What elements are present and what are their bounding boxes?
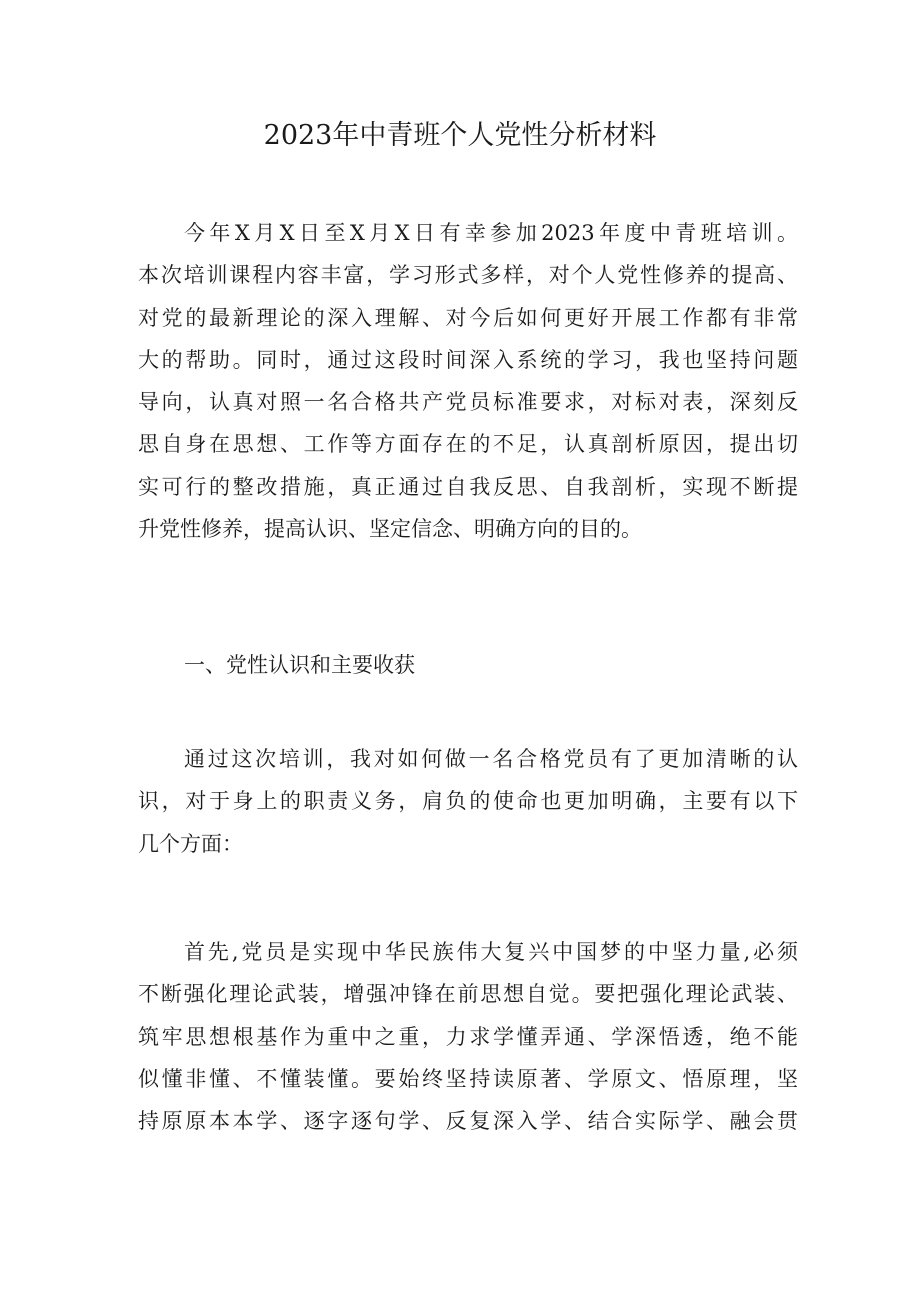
section-intro-line: 识，对于身上的职责义务，肩负的使命也更加明确，主要有以下 (138, 789, 798, 814)
intro-line: 大的帮助。同时，通过这段时间深入系统的学习，我也坚持问题 (138, 347, 798, 372)
section-intro-line: 几个方面： (138, 831, 243, 856)
point-one-line: 似懂非懂、不懂装懂。要始终坚持读原著、学原文、悟原理，坚 (138, 1066, 798, 1091)
section-heading: 一、党性认识和主要收获 (184, 653, 415, 677)
intro-line: 实可行的整改措施，真正通过自我反思、自我剖析，实现不断提 (138, 474, 798, 499)
point-one-line: 不断强化理论武装，增强冲锋在前思想自觉。要把强化理论武装、 (138, 982, 798, 1007)
intro-line: 本次培训课程内容丰富，学习形式多样，对个人党性修养的提高、 (138, 263, 798, 288)
intro-line: 思自身在思想、工作等方面存在的不足，认真剖析原因，提出切 (138, 432, 798, 457)
document-title: 2023年中青班个人党性分析材料 (263, 120, 657, 151)
intro-line: 升党性修养，提高认识、坚定信念、明确方向的目的。 (138, 517, 642, 542)
point-one-paragraph (138, 931, 798, 1142)
section-intro-paragraph (138, 738, 798, 865)
point-one-line: 持原原本本学、逐字逐句学、反复深入学、结合实际学、融会贯 (138, 1109, 798, 1134)
intro-line: 对党的最新理论的深入理解、对今后如何更好开展工作都有非常 (138, 305, 798, 330)
intro-paragraph (138, 212, 798, 550)
section-intro-line: 通过这次培训，我对如何做一名合格党员有了更加清晰的认 (184, 747, 798, 771)
intro-line: 导向，认真对照一名合格共产党员标准要求，对标对表，深刻反 (138, 390, 798, 415)
point-one-line: 筑牢思想根基作为重中之重，力求学懂弄通、学深悟透，绝不能 (138, 1024, 798, 1049)
intro-line: 今年X月X日至X月X日有幸参加2023年度中青班培训。 (184, 221, 798, 245)
point-one-line: 首先,党员是实现中华民族伟大复兴中国梦的中坚力量,必须 (184, 940, 798, 964)
